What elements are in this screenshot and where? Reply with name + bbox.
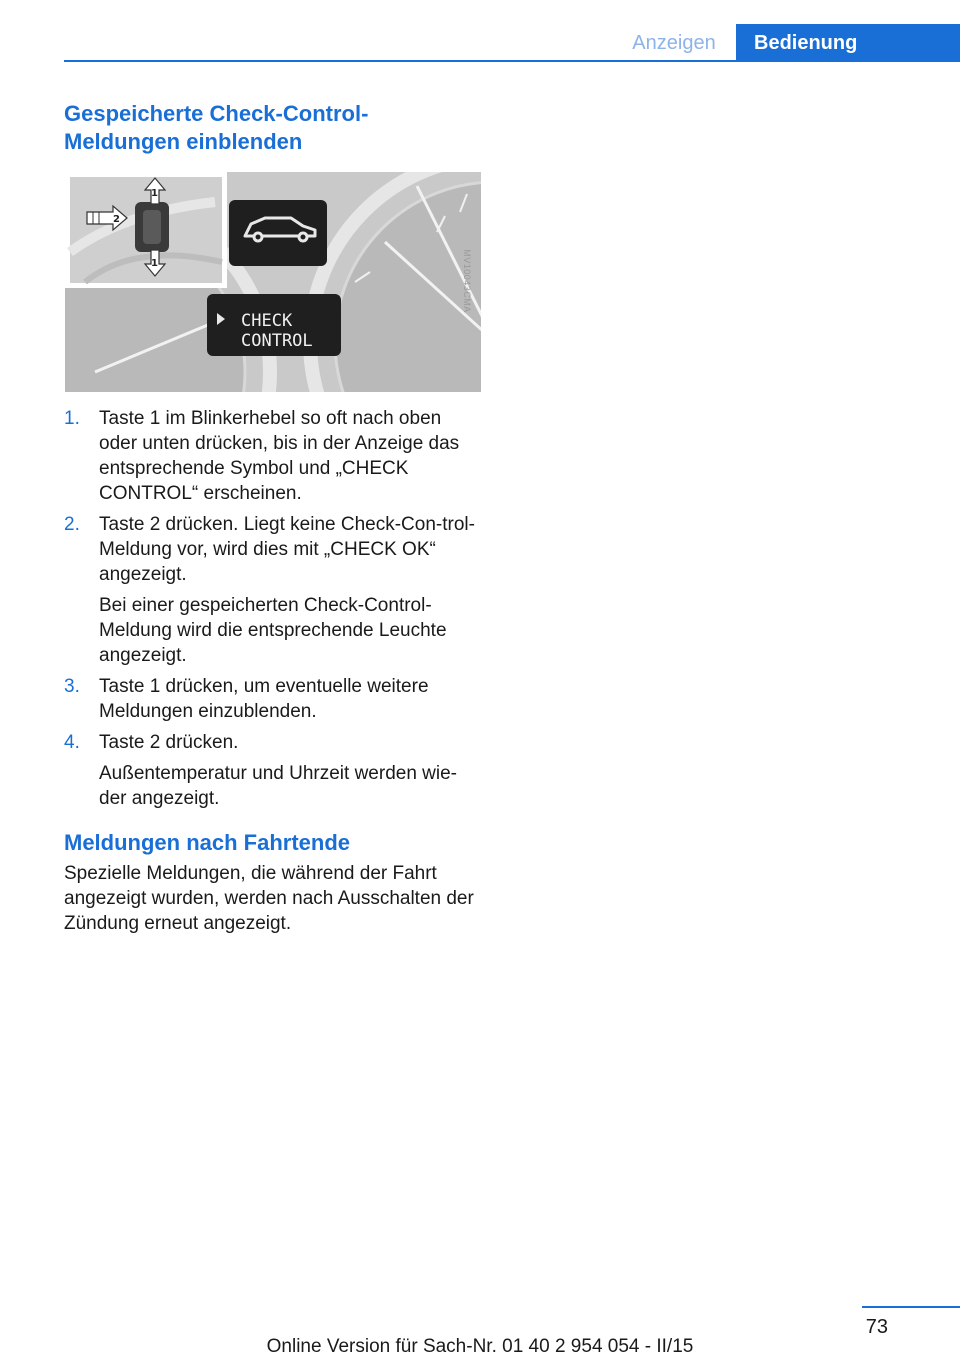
list-item-text: Taste 1 drücken, um eventuelle weitere Meldungen einzublenden. — [99, 676, 429, 722]
list-item-number: 4. — [64, 732, 80, 753]
list-item-number: 1. — [64, 408, 80, 429]
section-title-line-1: Gespeicherte Check-Control- — [64, 101, 369, 126]
list-item — [64, 406, 484, 506]
list-item-number: 3. — [64, 676, 80, 697]
section-body-text: Spezielle Meldungen, die während der Fahrt angezeigt wurden, werden nach Ausschalten der Zündung erneut angezeigt. — [64, 863, 474, 934]
display-text-check: CHECK — [241, 311, 293, 331]
section-title-meldungen-fahrtende: Meldungen nach Fahrtende — [64, 830, 351, 855]
footer-text: Online Version für Sach-Nr. 01 40 2 954 054 - II/15 — [266, 1336, 694, 1357]
steps-list — [64, 406, 484, 811]
arrow-label-2: 2 — [113, 214, 120, 225]
list-item-subtext: Außentemperatur und Uhrzeit werden wie‐der angezeigt. — [99, 763, 458, 809]
list-item-number: 2. — [64, 514, 80, 535]
list-item-text: Taste 2 drücken. — [99, 732, 239, 753]
list-item-text: Taste 2 drücken. Liegt keine Check-Con‐trol-Meldung vor, wird dies mit „CHECK OK“ angezeigt. — [99, 514, 475, 585]
instrument-cluster-illustration — [65, 172, 481, 392]
arrow-label-1-down: 1 — [151, 258, 158, 269]
list-item — [64, 674, 484, 724]
display-text-control: CONTROL — [241, 331, 313, 351]
list-item — [64, 730, 484, 811]
image-code: MV10043CMA — [462, 249, 473, 313]
page-number: 73 — [865, 1316, 888, 1338]
header-tab-anzeigen[interactable]: Anzeigen — [632, 32, 716, 54]
section-title-check-control — [64, 100, 484, 156]
instrument-cluster-figure — [65, 172, 481, 392]
list-item-text: Taste 1 im Blinkerhebel so oft nach oben oder unten drücken, bis in der Anzeige das entsprechende Symbol und „CHECK CONTROL“ erscheinen. — [99, 408, 460, 504]
main-column — [64, 100, 484, 936]
header-tab-bedienung[interactable]: Bedienung — [736, 24, 960, 62]
section-title-line-2: Meldungen einblenden — [64, 129, 303, 154]
arrow-label-1-up: 1 — [151, 188, 158, 199]
footer-rule — [862, 1306, 960, 1308]
list-item-subtext: Bei einer gespeicherten Check-Control-Meldung wird die entsprechende Leuchte angezeigt. — [99, 595, 447, 666]
list-item — [64, 512, 484, 668]
